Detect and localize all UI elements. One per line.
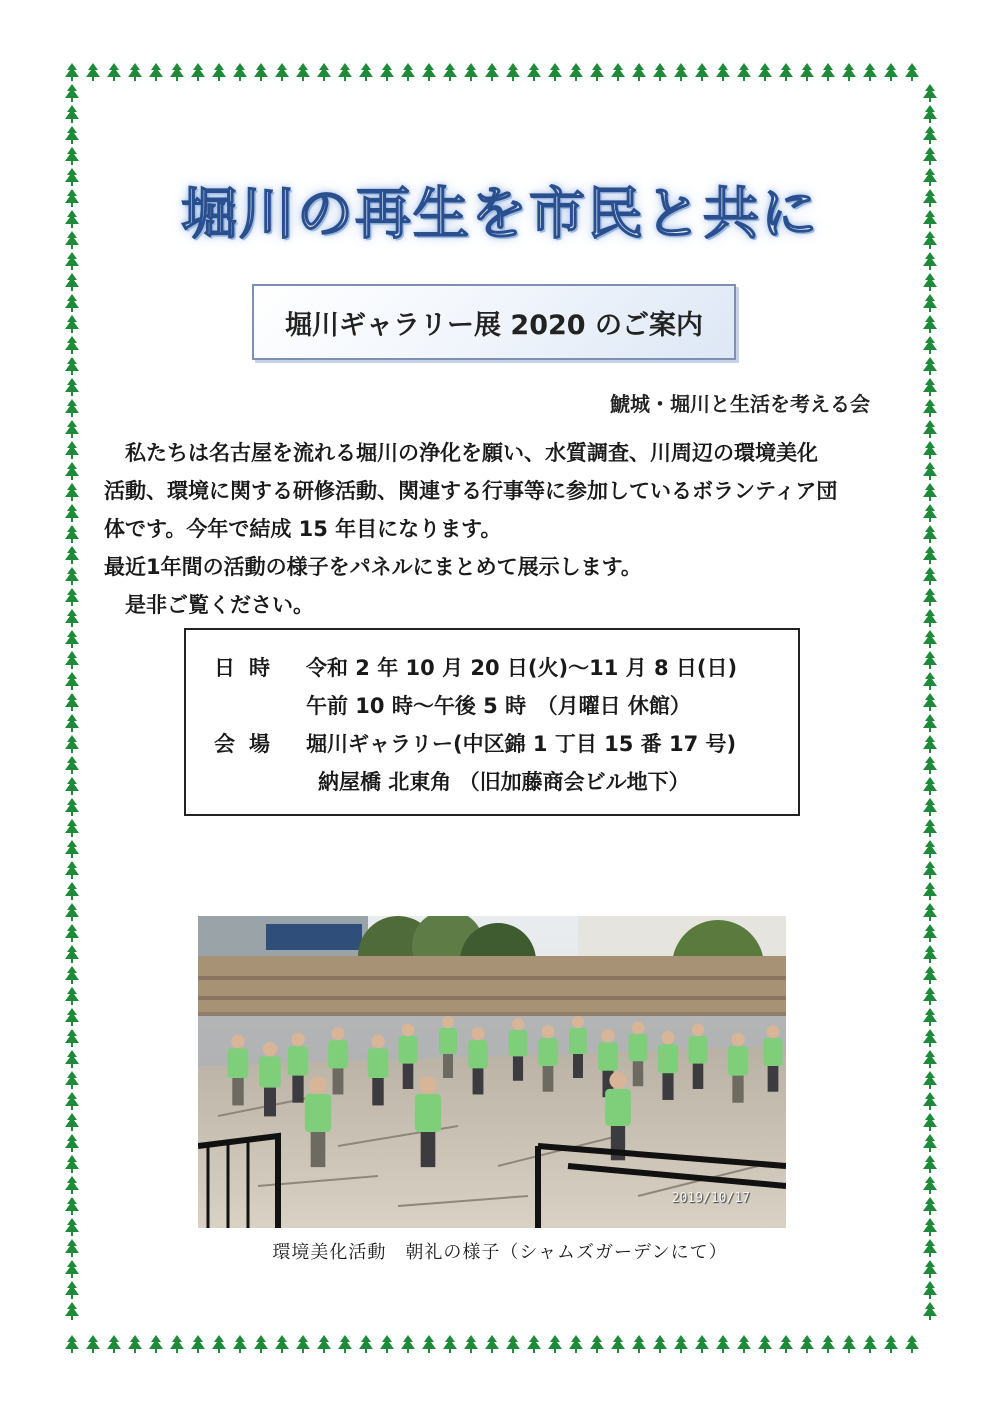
venue-label: 会場 bbox=[214, 732, 284, 756]
event-info-box bbox=[184, 628, 800, 816]
intro-line-1: 私たちは名古屋を流れる堀川の浄化を願い、水質調査、川周辺の環境美化 bbox=[125, 441, 818, 465]
page-title: 堀川の再生を市民と共に bbox=[181, 181, 819, 247]
time-value: 午前 10 時～午後 5 時 （月曜日 休館） bbox=[306, 694, 691, 718]
intro-line-4: 最近1年間の活動の様子をパネルにまとめて展示します。 bbox=[104, 555, 642, 579]
intro-line-3: 体です。今年で結成 15 年目になります。 bbox=[104, 517, 502, 541]
venue-value: 堀川ギャラリー(中区錦 1 丁目 15 番 17 号) bbox=[306, 732, 737, 756]
photo-illustration bbox=[198, 916, 786, 1228]
intro-line-2: 活動、環境に関する研修活動、関連する行事等に参加しているボランティア団 bbox=[104, 479, 838, 503]
intro-text bbox=[104, 434, 904, 624]
activity-photo bbox=[198, 916, 786, 1228]
photo-date-stamp: 2019/10/17 bbox=[671, 1191, 750, 1206]
intro-line-5: 是非ご覧ください。 bbox=[125, 593, 314, 617]
date-value: 令和 2 年 10 月 20 日(火)～11 月 8 日(日) bbox=[306, 656, 738, 680]
subtitle-box: 堀川ギャラリー展 2020 のご案内 bbox=[252, 284, 736, 360]
date-label: 日時 bbox=[214, 656, 284, 680]
photo-caption: 環境美化活動 朝礼の様子（シャムズガーデンにて） bbox=[272, 1242, 728, 1263]
organization-name: 鯱城・堀川と生活を考える会 bbox=[610, 392, 870, 416]
venue-detail: 納屋橋 北東角 （旧加藤商会ビル地下） bbox=[318, 770, 690, 794]
